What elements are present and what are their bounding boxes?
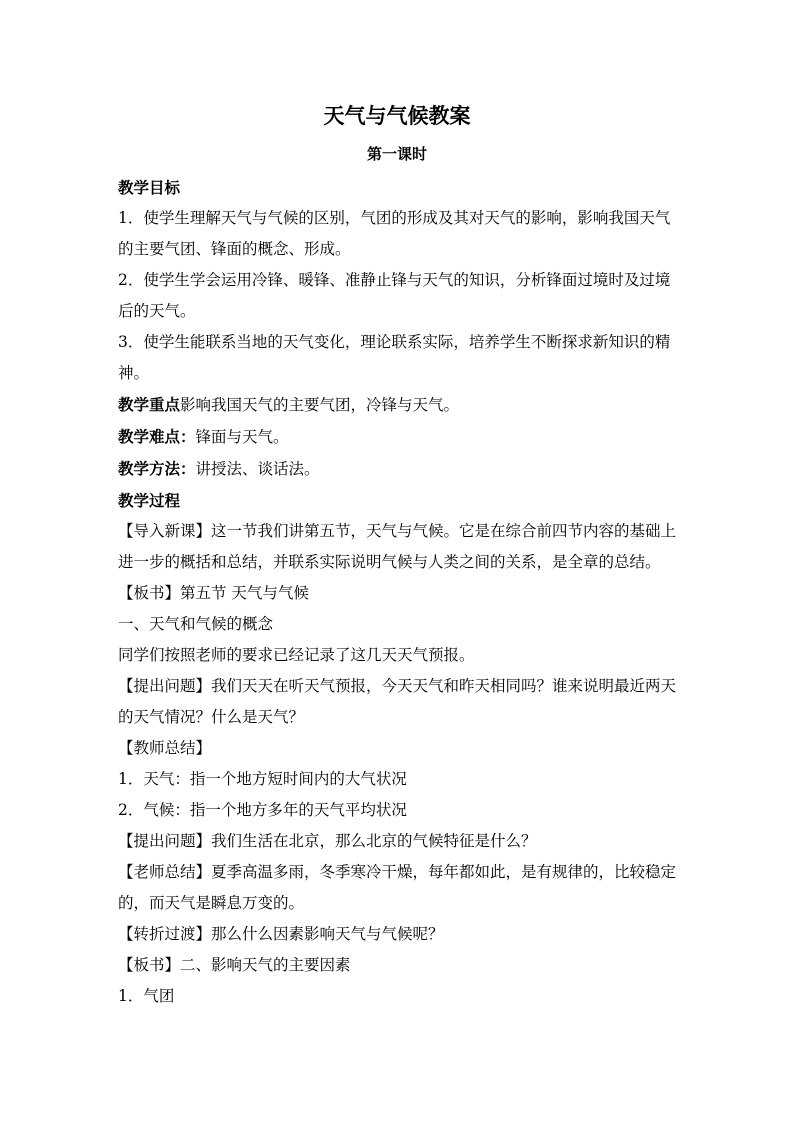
process-paragraph: 1．气团 xyxy=(118,987,175,1005)
process-paragraph: 【提出问题】我们生活在北京，那么北京的气候特征是什么？ xyxy=(118,832,537,850)
goal-item-1: 1．使学生理解天气与气候的区别，气团的形成及其对天气的影响，影响我国天气的主要气团、锋面的概念、形成。 xyxy=(118,209,671,258)
process-paragraph: 【转折过渡】那么什么因素影响天气与气候呢？ xyxy=(118,925,444,943)
process-paragraph: 【板书】第五节 天气与气候 xyxy=(118,584,309,602)
process-paragraph: 【教师总结】 xyxy=(118,739,212,757)
difficulty-label: 教学难点： xyxy=(118,427,196,446)
key-point-text: 影响我国天气的主要气团，冷锋与天气。 xyxy=(180,396,460,414)
process-paragraph: 同学们按照老师的要求已经记录了这几天天气预报。 xyxy=(118,646,475,664)
lesson-subtitle: 第一课时 xyxy=(366,145,427,163)
method-paragraph xyxy=(118,453,678,485)
process-paragraph: 【老师总结】夏季高温多雨，冬季寒冷干燥，每年都如此，是有规律的，比较稳定的，而天气是瞬息万变的。 xyxy=(118,863,677,912)
goals-heading: 教学目标 xyxy=(118,178,181,197)
process-paragraph: 一、天气和气候的概念 xyxy=(118,615,274,633)
document-title: 天气与气候教案 xyxy=(323,103,471,128)
goal-item-3: 3．使学生能联系当地的天气变化，理论联系实际，培养学生不断探求新知识的精神。 xyxy=(118,333,671,382)
process-paragraph: 【板书】二、影响天气的主要因素 xyxy=(118,956,351,974)
process-paragraph: 【导入新课】这一节我们讲第五节，天气与气候。它是在综合前四节内容的基础上进一步的概括和总结，并联系实际说明气候与人类之间的关系，是全章的总结。 xyxy=(118,522,677,571)
key-point-paragraph xyxy=(118,389,678,421)
process-paragraph: 1．天气：指一个地方短时间内的大气状况 xyxy=(118,770,407,788)
document-body xyxy=(118,172,678,1012)
difficulty-paragraph xyxy=(118,421,678,453)
process-paragraph: 【提出问题】我们天天在听天气预报，今天天气和昨天相同吗？谁来说明最近两天的天气情况？什么是天气？ xyxy=(118,677,677,726)
process-heading: 教学过程 xyxy=(118,491,181,510)
process-paragraph: 2．气候：指一个地方多年的天气平均状况 xyxy=(118,801,407,819)
difficulty-text: 锋面与天气。 xyxy=(195,428,289,446)
method-label: 教学方法： xyxy=(118,459,196,478)
key-point-label: 教学重点 xyxy=(118,395,181,414)
goal-item-2: 2．使学生学会运用冷锋、暖锋、准静止锋与天气的知识，分析锋面过境时及过境后的天气。 xyxy=(118,271,671,320)
method-text: 讲授法、谈话法。 xyxy=(195,460,320,478)
